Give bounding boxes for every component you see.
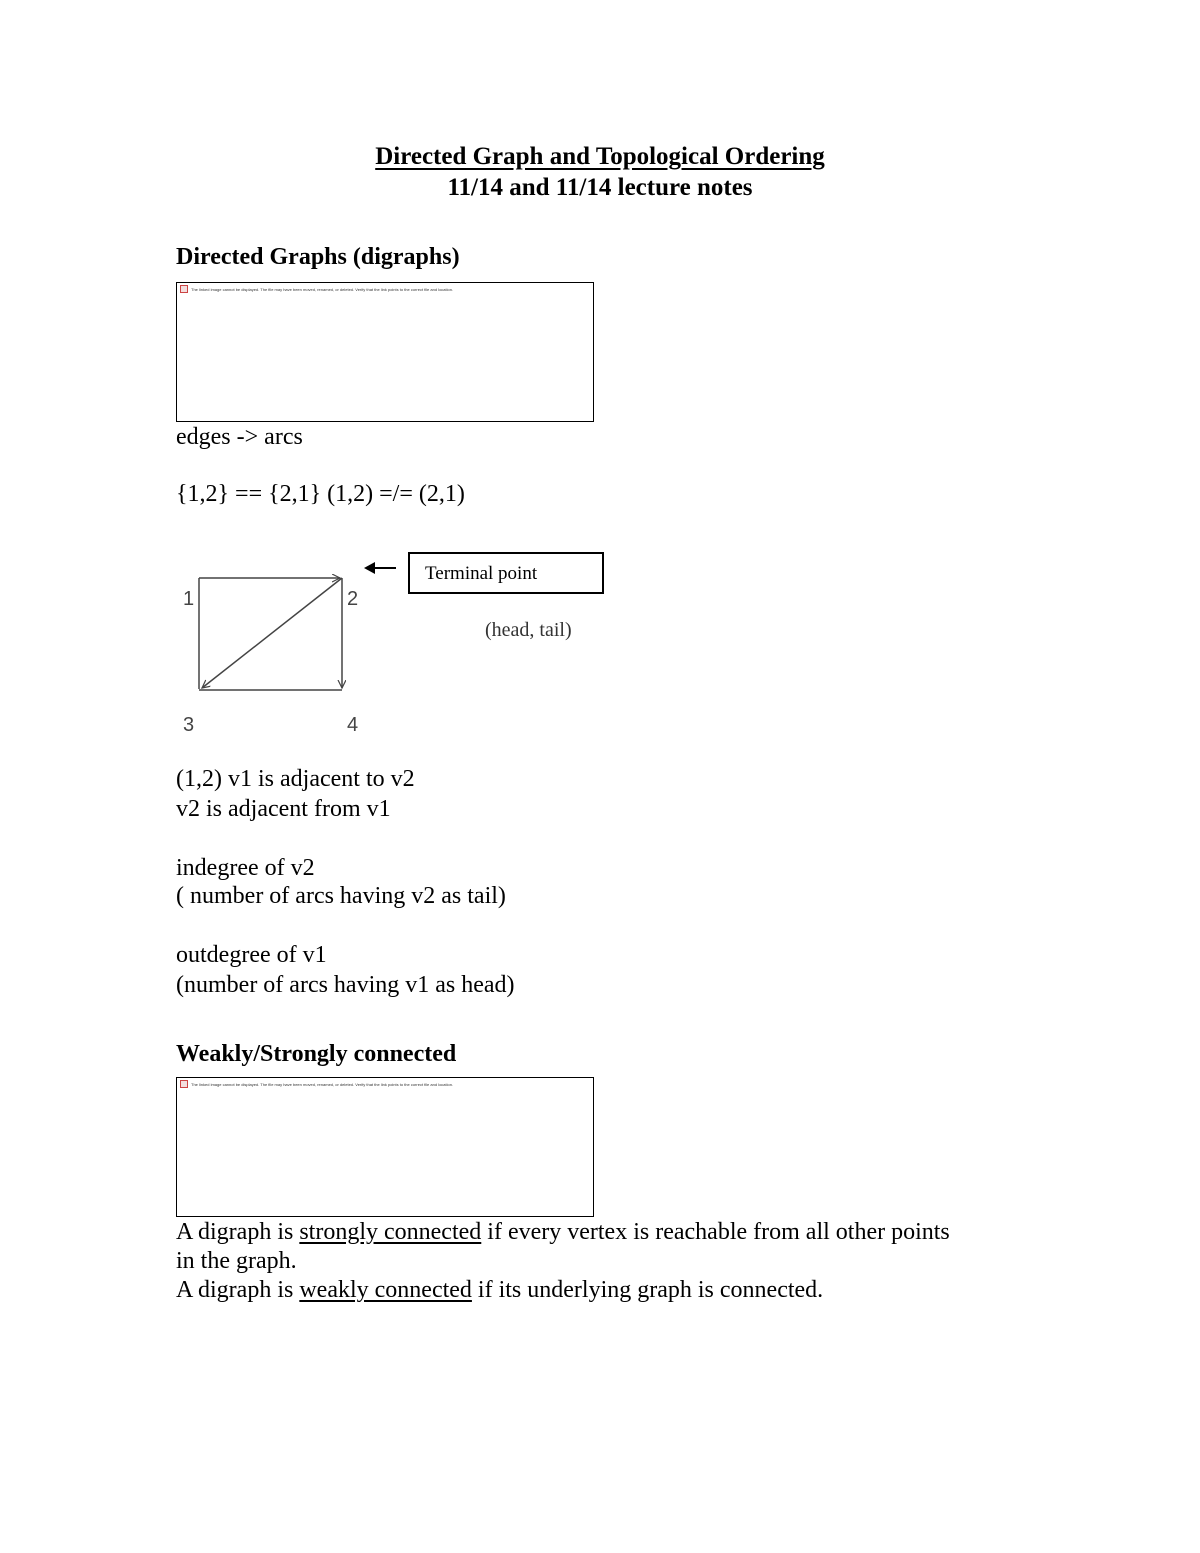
definition-prefix: A digraph is (176, 1219, 300, 1245)
broken-image-notice (180, 285, 453, 293)
page-subtitle: 11/14 and 11/14 lecture notes (447, 174, 753, 201)
section-heading-digraphs: Directed Graphs (digraphs) (176, 244, 460, 270)
node-label-3: 3 (183, 714, 195, 736)
adjacent-from-line: v2 is adjacent from v1 (176, 796, 391, 822)
adjacent-to-line: (1,2) v1 is adjacent to v2 (176, 766, 415, 792)
term-strongly-connected: strongly connected (299, 1219, 482, 1245)
arc-2-3 (202, 578, 342, 688)
weakly-connected-definition (176, 1277, 823, 1304)
definition-suffix: if its underlying graph is connected. (471, 1277, 824, 1303)
outdegree-line: outdegree of v1 (176, 942, 327, 968)
broken-image-message: The linked image cannot be displayed. The file may have been moved, renamed, or deleted. Verify that the link points to the correct file and location. (191, 286, 454, 292)
section-heading-connectivity: Weakly/Strongly connected (176, 1041, 457, 1067)
definition-suffix: if every vertex is reachable from all other points (481, 1219, 950, 1245)
broken-image-notice (180, 1080, 453, 1088)
term-weakly-connected: weakly connected (299, 1277, 472, 1303)
outdegree-definition: (number of arcs having v1 as head) (176, 972, 515, 998)
page-title: Directed Graph and Topological Ordering (375, 143, 825, 170)
definition-prefix: A digraph is (176, 1277, 300, 1303)
callout-label: Terminal point (425, 563, 538, 584)
set-vs-pair-notation: {1,2} == {2,1} (1,2) =/= (2,1) (176, 481, 465, 507)
broken-image-icon (180, 285, 188, 293)
broken-image-frame-1 (176, 282, 594, 422)
head-tail-label: (head, tail) (485, 619, 572, 641)
strongly-connected-continuation: in the graph. (176, 1248, 297, 1274)
broken-image-message: The linked image cannot be displayed. The file may have been moved, renamed, or deleted. Verify that the link points to the correct file and location. (191, 1081, 454, 1087)
node-label-1: 1 (183, 588, 195, 610)
strongly-connected-definition (176, 1219, 950, 1246)
indegree-definition: ( number of arcs having v2 as tail) (176, 883, 506, 909)
node-label-2: 2 (347, 588, 359, 610)
callout-arrow-icon (364, 560, 398, 576)
broken-image-icon (180, 1080, 188, 1088)
terminal-point-callout (408, 552, 604, 594)
digraph-diagram (176, 550, 406, 740)
broken-image-frame-2 (176, 1077, 594, 1217)
node-label-4: 4 (347, 714, 359, 736)
indegree-line: indegree of v2 (176, 855, 315, 881)
edges-arcs-line: edges -> arcs (176, 424, 303, 450)
